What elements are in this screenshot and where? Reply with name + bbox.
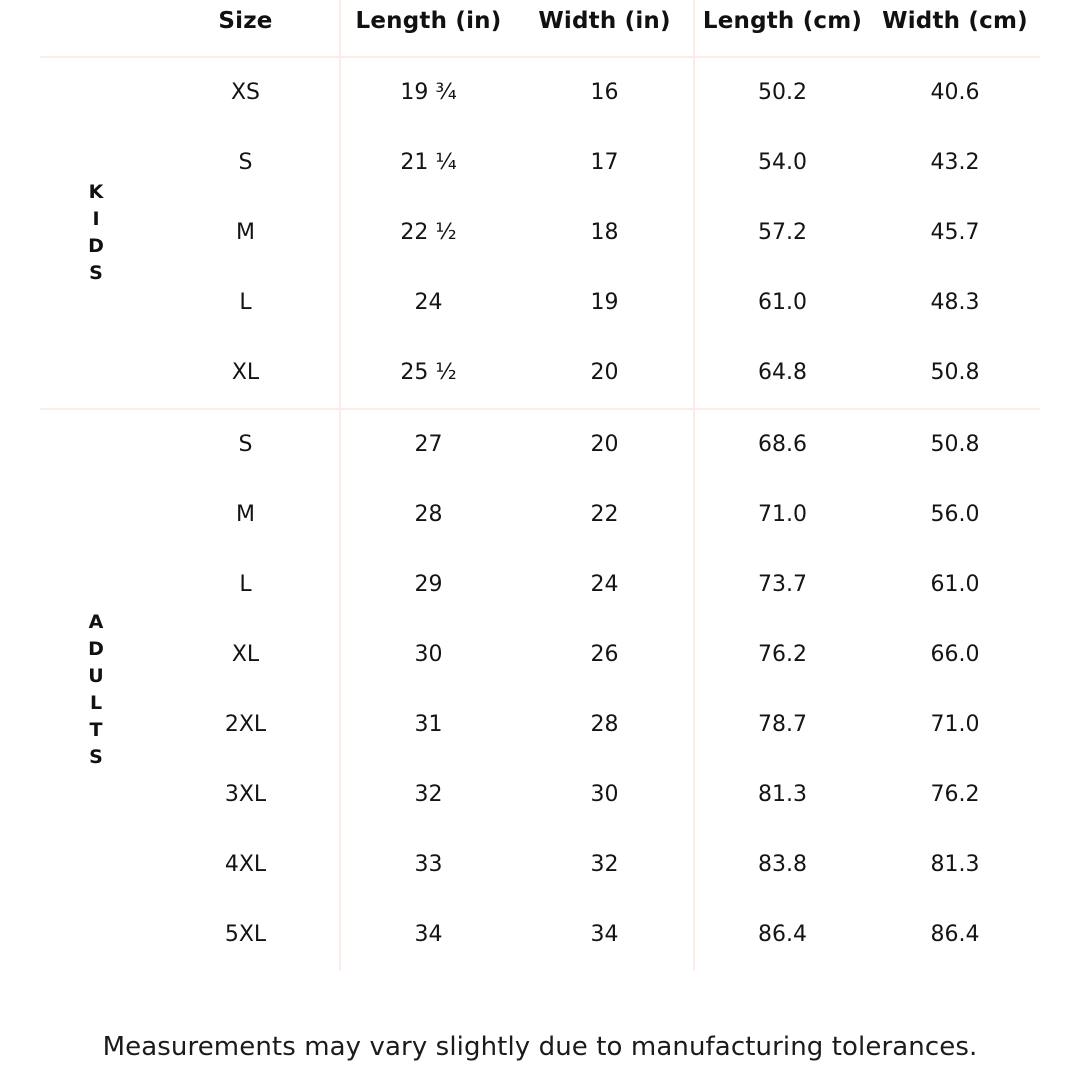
cell-width-in: 22	[590, 502, 619, 528]
section-label-letter: A	[88, 610, 104, 633]
cell-length-in: 27	[340, 409, 516, 480]
cell-length-in: 19 ¾	[340, 57, 516, 128]
cell-length-in: 28	[340, 480, 516, 550]
cell-length-in: 22 ½	[340, 198, 516, 268]
cell-length-cm: 54.0	[694, 128, 870, 198]
cell-width-in: 32	[590, 852, 619, 878]
cell-size: S	[238, 150, 253, 176]
section-label-letter: I	[92, 207, 100, 230]
cell-width-in: 20	[516, 409, 694, 480]
cell-length-cm: 78.7	[694, 690, 870, 760]
cell-length-cm: 86.4	[694, 900, 870, 970]
cell-size: XL	[231, 360, 260, 386]
section-label-letter: K	[88, 180, 104, 203]
cell-width-cm: 66.0	[930, 642, 980, 668]
table-row	[40, 128, 1040, 198]
cell-width-cm: 50.8	[930, 360, 980, 386]
table-header	[40, 0, 1040, 57]
cell-width-cm: 86.4	[930, 922, 980, 948]
section-label-adults	[40, 409, 152, 970]
cell-size: S	[152, 409, 340, 480]
cell-length-in: 32	[340, 760, 516, 830]
cell-length-cm: 81.3	[694, 760, 870, 830]
section-label-letter: S	[89, 261, 103, 284]
section-label-letter: U	[88, 664, 104, 687]
table-row	[40, 268, 1040, 338]
cell-width-cm: 40.6	[930, 80, 980, 106]
cell-size: M	[236, 502, 255, 528]
cell-width-in: 28	[590, 712, 619, 738]
column-header-length-in: Length (in)	[340, 0, 516, 57]
cell-size: L	[239, 572, 252, 598]
table-row	[40, 550, 1040, 620]
column-header-group	[40, 0, 152, 57]
table-body-kids	[40, 57, 1040, 409]
cell-length-cm: 76.2	[694, 620, 870, 690]
table-row	[40, 760, 1040, 830]
table-row	[40, 480, 1040, 550]
cell-width-cm: 71.0	[930, 712, 980, 738]
cell-length-in: 24	[340, 268, 516, 338]
size-table	[40, 0, 1040, 970]
cell-size: XL	[231, 642, 260, 668]
cell-width-cm: 56.0	[930, 502, 980, 528]
cell-width-in: 26	[590, 642, 619, 668]
table-row	[40, 690, 1040, 760]
cell-size: M	[236, 220, 255, 246]
cell-length-cm: 68.6	[694, 409, 870, 480]
cell-length-cm: 61.0	[694, 268, 870, 338]
cell-length-in: 21 ¼	[340, 128, 516, 198]
cell-length-in: 31	[340, 690, 516, 760]
header-row	[40, 0, 1040, 57]
cell-width-in: 16	[590, 80, 619, 106]
cell-width-in: 18	[590, 220, 619, 246]
cell-width-in: 19	[590, 290, 619, 316]
cell-width-in: 30	[590, 782, 619, 808]
cell-width-cm: 45.7	[930, 220, 980, 246]
section-label-letter: L	[89, 691, 103, 714]
footnote: Measurements may vary slightly due to manufacturing tolerances.	[102, 1032, 978, 1062]
column-header-length-cm: Length (cm)	[694, 0, 870, 57]
cell-width-cm: 50.8	[870, 409, 1040, 480]
table-row	[40, 409, 1040, 480]
section-label-letter: T	[89, 718, 103, 741]
table-row	[40, 338, 1040, 409]
cell-length-in: 33	[340, 830, 516, 900]
cell-size: 4XL	[224, 852, 267, 878]
cell-length-in: 29	[340, 550, 516, 620]
table-body-adults	[40, 409, 1040, 970]
cell-length-in: 25 ½	[340, 338, 516, 409]
cell-width-in: 34	[590, 922, 619, 948]
table-row	[40, 830, 1040, 900]
cell-size: 5XL	[224, 922, 267, 948]
cell-length-cm: 64.8	[694, 338, 870, 409]
table-row	[40, 900, 1040, 970]
cell-length-in: 30	[340, 620, 516, 690]
section-label-kids	[40, 57, 152, 409]
section-label-letter: D	[88, 637, 104, 660]
cell-size: 3XL	[224, 782, 267, 808]
cell-length-cm: 50.2	[694, 57, 870, 128]
column-header-size: Size	[152, 0, 340, 57]
table-row	[40, 198, 1040, 268]
cell-size: L	[239, 290, 252, 316]
cell-width-cm: 48.3	[930, 290, 980, 316]
cell-width-cm: 61.0	[930, 572, 980, 598]
cell-width-in: 17	[590, 150, 619, 176]
cell-width-cm: 76.2	[930, 782, 980, 808]
cell-length-cm: 71.0	[694, 480, 870, 550]
cell-length-in: 34	[340, 900, 516, 970]
column-header-width-cm: Width (cm)	[870, 0, 1040, 57]
cell-length-cm: 83.8	[694, 830, 870, 900]
section-label-letter: S	[89, 745, 103, 768]
cell-width-in: 20	[590, 360, 619, 386]
cell-size: XS	[230, 80, 261, 106]
cell-width-cm: 81.3	[930, 852, 980, 878]
cell-width-in: 24	[590, 572, 619, 598]
column-header-width-in: Width (in)	[516, 0, 694, 57]
table-row	[40, 620, 1040, 690]
cell-length-cm: 57.2	[694, 198, 870, 268]
cell-width-cm: 43.2	[930, 150, 980, 176]
table-row	[40, 57, 1040, 128]
cell-size: 2XL	[224, 712, 267, 738]
section-label-letter: D	[88, 234, 104, 257]
cell-length-cm: 73.7	[694, 550, 870, 620]
